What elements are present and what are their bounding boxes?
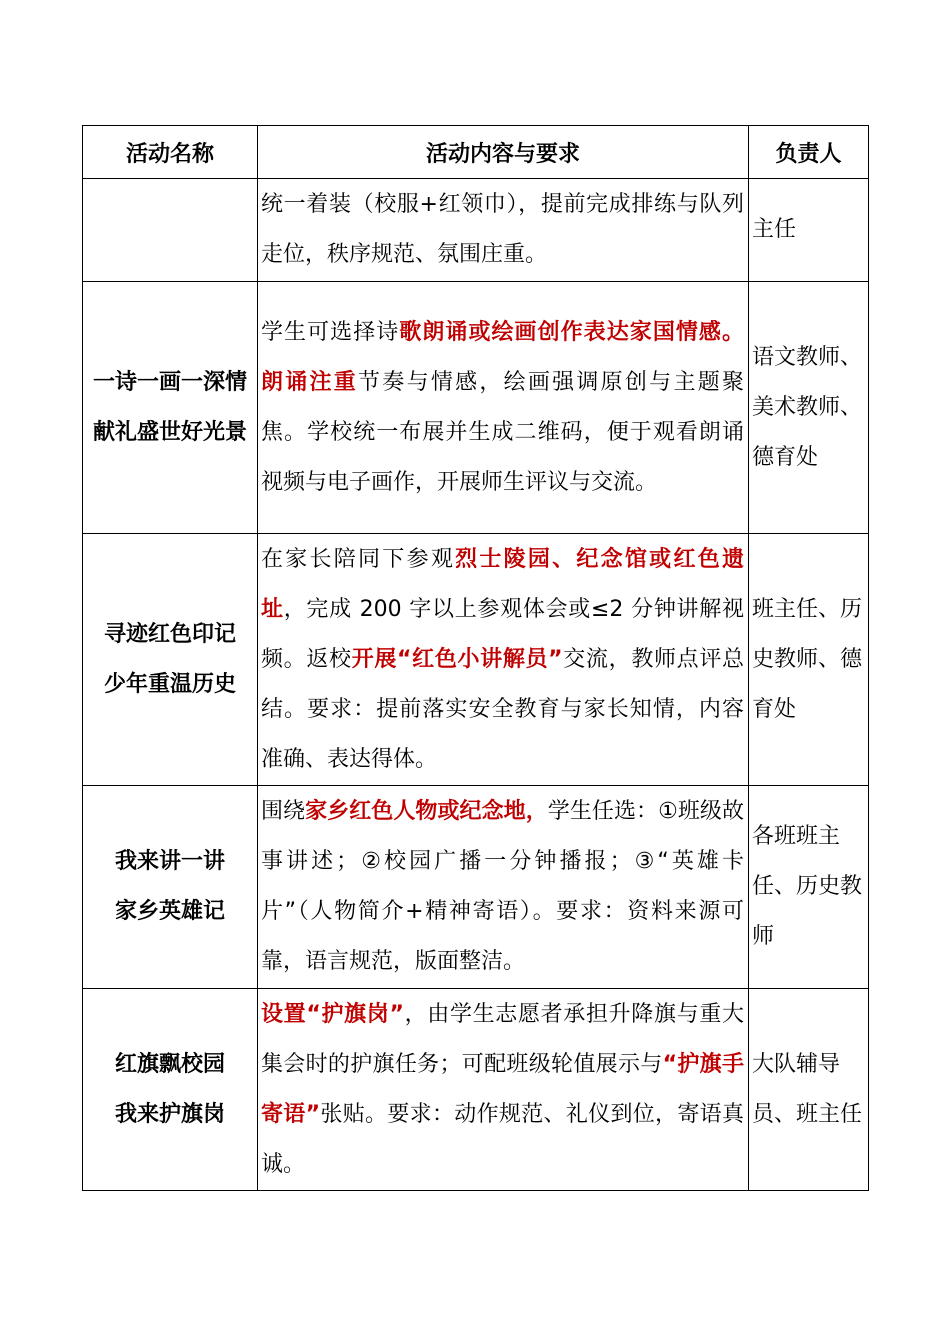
activity-content-cell	[258, 989, 749, 1191]
activity-name-line: 一诗一画一深情	[92, 369, 247, 395]
content-text: ，完成 200 字以上参观体会或≤2 分钟讲解视频。返校	[261, 596, 744, 672]
activity-content-cell	[258, 179, 749, 282]
activity-name-cell	[83, 282, 258, 534]
table-row	[83, 282, 869, 534]
content-highlight: 烈士陵园、纪念馆或红色遗址	[261, 546, 744, 622]
activity-name-line: 少年重温历史	[103, 671, 236, 697]
activity-name-cell	[83, 989, 258, 1191]
table-row	[83, 534, 869, 786]
activity-name-line: 我来讲一讲	[114, 849, 225, 874]
owner-cell: 语文教师、美术教师、德育处	[749, 282, 869, 534]
content-text: ，由学生志愿者承担升降旗与重大集会时的护旗任务；可配班级轮值展示与	[261, 1001, 744, 1077]
content-text: 学生可选择诗	[261, 319, 400, 345]
activity-table	[82, 125, 869, 1191]
activity-name-line: 家乡英雄记	[114, 899, 225, 924]
table-row	[83, 989, 869, 1191]
activity-name-cell	[83, 179, 258, 282]
table-header-row	[83, 126, 869, 179]
content-highlight: 设置“护旗岗”	[261, 1001, 404, 1027]
header-activity-content: 活动内容与要求	[258, 126, 749, 179]
owner-cell: 各班班主任、历史教师	[749, 786, 869, 989]
owner-cell: 大队辅导员、班主任	[749, 989, 869, 1191]
activity-name-line: 红旗飘校园	[114, 1051, 225, 1077]
content-highlight: “护旗手寄语”	[261, 1051, 744, 1127]
content-text: 在家长陪同下参观	[261, 546, 456, 572]
content-text: 学生任选：①班级故事讲述；②校园广播一分钟播报；③“英雄卡片”（人物简介+精神寄语）。要求：资料来源可靠，语言规范，版面整洁。	[261, 799, 744, 974]
content-text: 交流，教师点评总结。要求：提前落实安全教育与家长知情，内容准确、表达得体。	[261, 646, 744, 772]
content-text: 围绕	[261, 799, 306, 824]
header-owner: 负责人	[749, 126, 869, 179]
table-row	[83, 179, 869, 282]
activity-name-cell	[83, 786, 258, 989]
activity-name-line: 寻迹红色印记	[103, 621, 236, 647]
activity-content-cell	[258, 534, 749, 786]
activity-content-cell	[258, 786, 749, 989]
content-highlight: 家乡红色人物或纪念地，	[305, 799, 548, 824]
activity-content-cell	[258, 282, 749, 534]
activity-name-line: 献礼盛世好光景	[92, 419, 247, 445]
header-activity-name: 活动名称	[83, 126, 258, 179]
table-row	[83, 786, 869, 989]
content-text: 节奏与情感，绘画强调原创与主题聚焦。学校统一布展并生成二维码，便于观看朗诵视频与电子画作，开展师生评议与交流。	[261, 369, 744, 495]
owner-cell: 班主任、历史教师、德育处	[749, 534, 869, 786]
activity-name-cell	[83, 534, 258, 786]
content-text: 张贴。要求：动作规范、礼仪到位，寄语真诚。	[261, 1101, 744, 1177]
owner-cell: 主任	[749, 179, 869, 282]
content-highlight: 开展“红色小讲解员”	[351, 646, 563, 672]
content-text: 统一着装（校服+红领巾），提前完成排练与队列走位，秩序规范、氛围庄重。	[261, 192, 744, 267]
content-highlight: 歌朗诵或绘画创作表达家国情感。朗诵注重	[261, 319, 744, 395]
activity-name-line: 我来护旗岗	[114, 1101, 225, 1127]
